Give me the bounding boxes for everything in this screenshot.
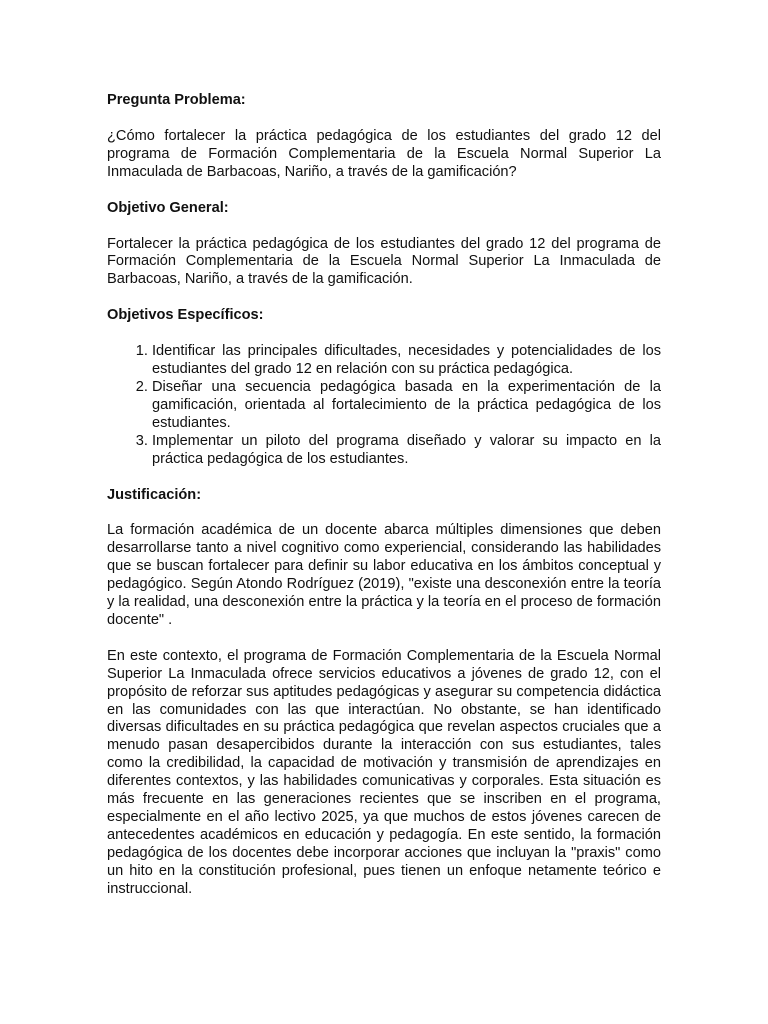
- justification-heading: Justificación:: [107, 486, 202, 503]
- list-item: 3. Implementar un piloto del programa diseñado y valorar su impacto en la práctica pedagógica de los estudiantes.: [152, 433, 661, 469]
- problem-paragraph: ¿Cómo fortalecer la práctica pedagógica de los estudiantes del grado 12 del programa de Formación Complementaria de la Escuela Normal Superior La Inmaculada de Barbacoas, Nariño, a través de la gamificación?: [107, 127, 661, 180]
- problem-heading: Pregunta Problema:: [107, 92, 246, 108]
- list-item: 1. Identificar las principales dificultades, necesidades y potencialidades de los estudiantes del grado 12 en relación con su práctica pedagógica.: [152, 343, 661, 379]
- specific-objectives-heading: Objetivos Específicos:: [107, 307, 264, 324]
- general-objective-paragraph: Fortalecer la práctica pedagógica de los estudiantes del grado 12 del programa de Formación Complementaria de la Escuela Normal Superior La Inmaculada de Barbacoas, Nariño, a través de la gamificación.: [107, 235, 661, 288]
- justification-paragraph-2: En este contexto, el programa de Formación Complementaria de la Escuela Normal Superior La Inmaculada ofrece servicios educativos a jóvenes de grado 12, con el propósito de reforzar sus aptitudes pedagógicas y asegurar su competencia didáctica en las comunidades con las que interactúan. No obstante, se han identificado diversas dificultades en su práctica pedagógica que revelan aspectos cruciales que a menudo pasan desapercibidos durante la interacción con sus estudiantes, tales como la credibilidad, la capacidad de motivación y transmisión de aprendizajes en diferentes contextos, y las habilidades comunicativas y corporales. Esta situación es más frecuente en las generaciones recientes que se inscriben en el programa, especialmente en el año lectivo 2025, ya que muchos de estos jóvenes carecen de antecedentes académicos en educación y pedagogía. En este sentido, la formación pedagógica de los docentes debe incorporar acciones que incluyan la "praxis" como un hito en la constitución profesional, pues tienen un enfoque netamente teórico e instruccional.: [107, 647, 661, 897]
- justification-paragraph-1: La formación académica de un docente abarca múltiples dimensiones que deben desarrollarse tanto a nivel cognitivo como experiencial, considerando las habilidades que se buscan fortalecer para definir su labor educativa en los ámbitos conceptual y pedagógico. Según Atondo Rodríguez (2019), "existe una desconexión entre la teoría y la realidad, una desconexión entre la práctica y la teoría en el proceso de formación docente" .: [107, 522, 661, 628]
- document-page: [107, 92, 661, 899]
- general-objective-heading: Objetivo General:: [107, 199, 229, 216]
- specific-objectives-list: [107, 343, 661, 468]
- list-item: 2. Diseñar una secuencia pedagógica basada en la experimentación de la gamificación, orientada al fortalecimiento de la práctica pedagógica de los estudiantes.: [152, 379, 661, 433]
